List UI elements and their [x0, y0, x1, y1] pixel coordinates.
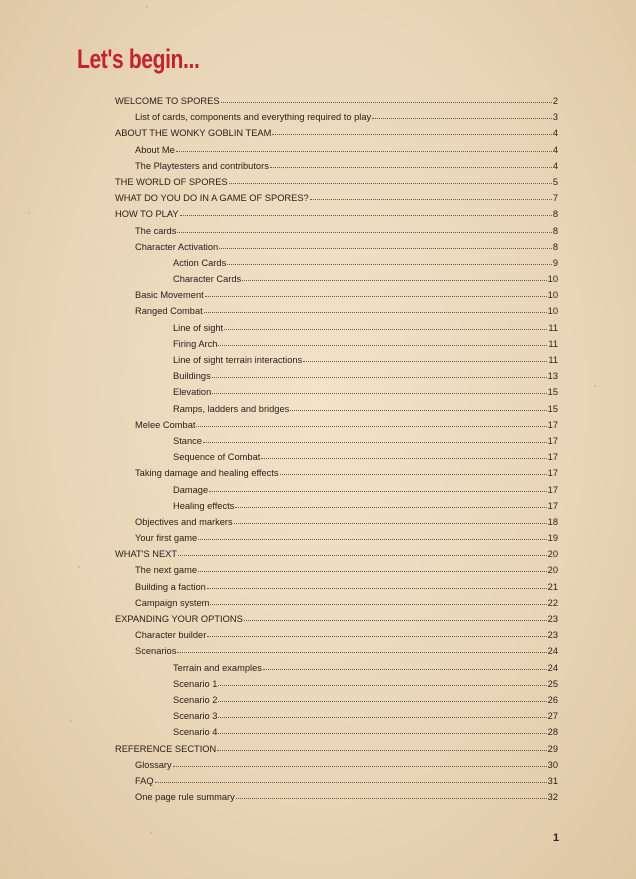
- toc-entry[interactable]: [115, 789, 558, 805]
- dot-leader: [210, 595, 546, 605]
- dot-leader: [303, 352, 547, 362]
- toc-entry-label: Character builder: [135, 630, 207, 641]
- toc-entry-label: Ramps, ladders and bridges: [173, 403, 290, 414]
- paper-speck: [70, 720, 72, 722]
- toc-entry[interactable]: [115, 336, 558, 352]
- toc-entry[interactable]: [115, 627, 558, 643]
- paper-speck: [594, 385, 596, 387]
- toc-entry-label: REFERENCE SECTION: [115, 743, 217, 754]
- dot-leader: [280, 465, 547, 475]
- page-number: 1: [553, 832, 560, 844]
- toc-entry[interactable]: [115, 190, 558, 206]
- dot-leader: [217, 741, 546, 751]
- dot-leader: [236, 789, 547, 799]
- dot-leader: [176, 142, 552, 152]
- dot-leader: [229, 174, 552, 184]
- toc-entry-page: 23: [547, 614, 558, 624]
- toc-entry-page: 7: [552, 193, 558, 204]
- toc-entry[interactable]: [115, 271, 558, 287]
- dot-leader: [177, 223, 551, 233]
- dot-leader: [310, 190, 552, 200]
- toc-entry-label: Action Cards: [173, 257, 227, 268]
- toc-entry[interactable]: [115, 643, 558, 659]
- toc-entry-label: Firing Arch: [173, 338, 218, 349]
- dot-leader: [207, 579, 547, 589]
- dot-leader: [180, 206, 552, 216]
- toc-entry-label: Scenario 4: [173, 727, 218, 738]
- toc-entry-label: Ranged Combat: [135, 306, 203, 317]
- toc-entry-page: 32: [547, 792, 558, 803]
- dot-leader: [244, 611, 547, 621]
- paper-speck: [146, 6, 148, 8]
- dot-leader: [218, 336, 547, 346]
- toc-entry-page: 17: [547, 468, 558, 479]
- toc-entry-label: Buildings: [173, 371, 211, 382]
- toc-entry-label: Terrain and examples: [173, 662, 262, 673]
- dot-leader: [205, 287, 547, 297]
- toc-entry-label: Stance: [173, 435, 202, 446]
- toc-entry[interactable]: [115, 255, 558, 271]
- toc-entry-label: The Playtesters and contributors: [135, 160, 269, 171]
- toc-entry-page: 24: [547, 646, 558, 657]
- toc-entry[interactable]: [115, 174, 558, 190]
- toc-entry-label: Elevation: [173, 387, 212, 398]
- toc-entry-page: 10: [547, 290, 558, 301]
- toc-entry-label: THE WORLD OF SPORES: [115, 176, 228, 187]
- dot-leader: [234, 514, 547, 524]
- toc-entry-label: Taking damage and healing effects: [135, 468, 279, 479]
- toc-entry[interactable]: [115, 530, 558, 546]
- toc-entry-label: One page rule summary: [135, 792, 235, 803]
- toc-entry[interactable]: [115, 401, 558, 417]
- toc-entry-page: 8: [552, 209, 558, 220]
- toc-entry-page: 4: [552, 144, 558, 155]
- toc-entry-page: 22: [547, 597, 558, 608]
- toc-entry-label: Glossary: [135, 759, 172, 770]
- toc-entry-page: 21: [547, 581, 558, 592]
- toc-entry-label: Your first game: [135, 533, 198, 544]
- toc-entry-page: 17: [547, 500, 558, 511]
- toc-entry-label: About Me: [135, 144, 175, 155]
- toc-entry-label: Sequence of Combat: [173, 452, 261, 463]
- toc-entry-label: Scenario 1: [173, 678, 218, 689]
- toc-entry[interactable]: [115, 223, 558, 239]
- toc-entry-page: 15: [547, 387, 558, 398]
- dot-leader: [204, 303, 547, 313]
- toc-entry-page: 4: [552, 160, 558, 171]
- toc-entry-label: ABOUT THE WONKY GOBLIN TEAM: [115, 128, 272, 139]
- toc-entry-label: Building a faction: [135, 581, 206, 592]
- dot-leader: [218, 676, 546, 686]
- toc-entry-label: WELCOME TO SPORES: [115, 96, 220, 106]
- toc-entry-page: 18: [547, 516, 558, 527]
- toc-entry-label: The cards: [135, 225, 177, 236]
- toc-entry-label: EXPANDING YOUR OPTIONS: [115, 614, 243, 624]
- toc-entry-page: 30: [547, 759, 558, 770]
- toc-entry[interactable]: [115, 546, 558, 562]
- toc-entry-page: 17: [547, 419, 558, 430]
- toc-entry[interactable]: [115, 125, 558, 141]
- toc-entry-label: Line of sight: [173, 322, 224, 333]
- toc-entry-label: Healing effects: [173, 500, 235, 511]
- toc-entry[interactable]: [115, 142, 558, 158]
- toc-entry[interactable]: [115, 352, 558, 368]
- toc-entry-label: Scenarios: [135, 646, 177, 657]
- toc-entry-label: Damage: [173, 484, 209, 495]
- toc-entry[interactable]: [115, 562, 558, 578]
- toc-entry-label: List of cards, components and everything required to play: [135, 112, 372, 123]
- dot-leader: [212, 384, 546, 394]
- dot-leader: [235, 498, 546, 508]
- toc-entry-page: 8: [552, 241, 558, 252]
- dot-leader: [290, 401, 546, 411]
- toc-entry[interactable]: [115, 660, 558, 676]
- toc-entry-page: 11: [548, 322, 558, 333]
- dot-leader: [209, 482, 547, 492]
- toc-entry[interactable]: [115, 206, 558, 222]
- toc-entry-label: Melee Combat: [135, 419, 196, 430]
- toc-entry-page: 11: [548, 355, 558, 365]
- paper-speck: [28, 212, 30, 214]
- toc-entry-label: Character Cards: [173, 274, 242, 285]
- toc-entry-page: 8: [552, 225, 558, 236]
- toc-entry[interactable]: [115, 676, 558, 692]
- toc-entry-page: 10: [547, 306, 558, 317]
- toc-entry-page: 9: [552, 257, 558, 268]
- toc-entry[interactable]: [115, 741, 558, 757]
- dot-leader: [203, 433, 547, 443]
- toc-entry-page: 2: [552, 96, 558, 106]
- toc-entry-label: Campaign system: [135, 597, 210, 608]
- dot-leader: [196, 417, 546, 427]
- toc-entry-label: Objectives and markers: [135, 516, 233, 527]
- toc-entry-page: 17: [547, 452, 558, 463]
- dot-leader: [227, 255, 552, 265]
- dot-leader: [372, 109, 552, 119]
- toc-entry[interactable]: [115, 482, 558, 498]
- toc-entry-page: 27: [547, 711, 558, 722]
- toc-entry[interactable]: [115, 757, 558, 773]
- toc-entry[interactable]: [115, 579, 558, 595]
- dot-leader: [178, 546, 547, 556]
- toc-entry-label: HOW TO PLAY: [115, 209, 179, 220]
- toc-entry[interactable]: [115, 158, 558, 174]
- toc-entry[interactable]: [115, 724, 558, 740]
- toc-entry-label: Scenario 2: [173, 694, 218, 705]
- dot-leader: [218, 724, 546, 734]
- dot-leader: [212, 368, 547, 378]
- toc-entry-page: 3: [552, 112, 558, 123]
- toc-entry-page: 20: [547, 549, 558, 560]
- toc-entry-page: 10: [547, 274, 558, 285]
- toc-entry[interactable]: [115, 287, 558, 303]
- toc-entry-page: 20: [547, 565, 558, 576]
- toc-entry[interactable]: [115, 384, 558, 400]
- toc-entry-page: 13: [547, 371, 558, 382]
- dot-leader: [272, 125, 551, 135]
- toc-entry-page: 28: [547, 727, 558, 738]
- paper-speck: [150, 832, 152, 834]
- dot-leader: [263, 660, 547, 670]
- toc-entry[interactable]: [115, 417, 558, 433]
- toc-entry-label: Scenario 3: [173, 711, 218, 722]
- toc-entry-label: WHAT DO YOU DO IN A GAME OF SPORES?: [115, 193, 309, 204]
- toc-entry[interactable]: [115, 498, 558, 514]
- toc-entry-page: 29: [547, 743, 558, 754]
- dot-leader: [177, 643, 546, 653]
- toc-entry[interactable]: [115, 449, 558, 465]
- toc-entry[interactable]: [115, 303, 558, 319]
- toc-entry-page: 24: [547, 662, 558, 673]
- table-of-contents: [115, 93, 558, 805]
- toc-entry-page: 26: [547, 694, 558, 705]
- toc-entry[interactable]: [115, 692, 558, 708]
- toc-entry-page: 23: [547, 630, 558, 641]
- dot-leader: [155, 773, 547, 783]
- toc-entry-page: 19: [547, 533, 558, 544]
- toc-entry[interactable]: [115, 611, 558, 627]
- toc-entry[interactable]: [115, 595, 558, 611]
- toc-entry-page: 17: [547, 435, 558, 446]
- toc-entry[interactable]: [115, 514, 558, 530]
- toc-entry-label: Character Activation: [135, 241, 219, 252]
- toc-entry-label: Line of sight terrain interactions: [173, 355, 303, 365]
- toc-entry[interactable]: [115, 239, 558, 255]
- toc-entry[interactable]: [115, 320, 558, 336]
- dot-leader: [261, 449, 546, 459]
- dot-leader: [270, 158, 552, 168]
- toc-entry[interactable]: [115, 708, 558, 724]
- toc-entry[interactable]: [115, 773, 558, 789]
- toc-entry[interactable]: [115, 109, 558, 125]
- toc-entry-label: FAQ: [135, 775, 154, 786]
- page-title: Let's begin...: [77, 44, 200, 74]
- toc-entry[interactable]: [115, 433, 558, 449]
- toc-entry-page: 17: [547, 484, 558, 495]
- toc-entry-page: 31: [547, 775, 558, 786]
- toc-entry[interactable]: [115, 93, 558, 109]
- dot-leader: [221, 93, 552, 103]
- dot-leader: [198, 562, 547, 572]
- dot-leader: [219, 239, 552, 249]
- dot-leader: [218, 708, 546, 718]
- toc-entry-label: Basic Movement: [135, 290, 204, 301]
- dot-leader: [207, 627, 546, 637]
- dot-leader: [224, 320, 547, 330]
- dot-leader: [218, 692, 546, 702]
- toc-entry[interactable]: [115, 368, 558, 384]
- toc-entry-page: 4: [552, 128, 558, 139]
- paper-speck: [78, 566, 80, 568]
- toc-entry-page: 25: [547, 678, 558, 689]
- dot-leader: [198, 530, 546, 540]
- toc-entry-page: 11: [548, 338, 558, 349]
- toc-entry-label: The next game: [135, 565, 198, 576]
- dot-leader: [242, 271, 546, 281]
- toc-entry[interactable]: [115, 465, 558, 481]
- toc-entry-label: WHAT'S NEXT: [115, 549, 178, 560]
- toc-entry-page: 5: [552, 176, 558, 187]
- dot-leader: [173, 757, 547, 767]
- toc-entry-page: 15: [547, 403, 558, 414]
